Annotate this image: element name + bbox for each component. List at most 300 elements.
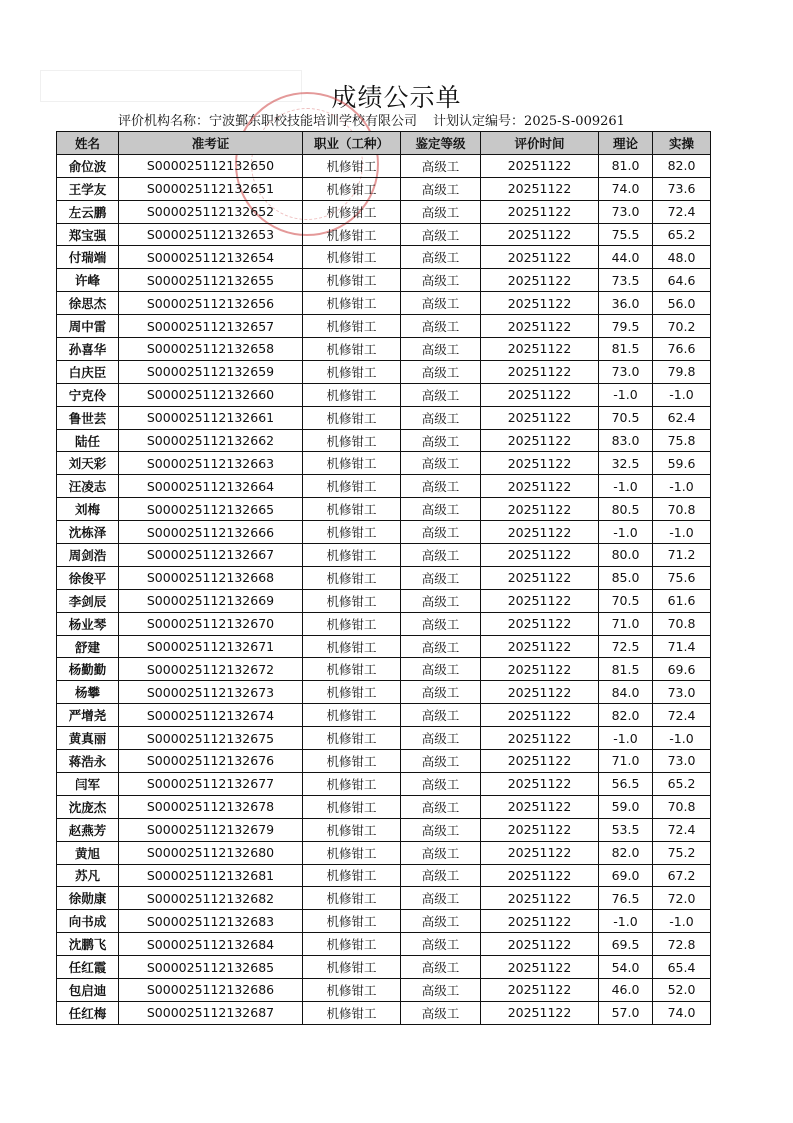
date-cell: 20251122 <box>481 429 599 452</box>
theory-score-cell: -1.0 <box>599 383 653 406</box>
plan-number: 2025-S-009261 <box>524 114 625 129</box>
name-cell: 沈庞杰 <box>57 795 119 818</box>
level-cell: 高级工 <box>401 154 481 177</box>
theory-score-cell: 74.0 <box>599 177 653 200</box>
table-row <box>57 452 711 475</box>
name-cell: 苏凡 <box>57 864 119 887</box>
occupation-cell: 机修钳工 <box>303 452 401 475</box>
theory-score-cell: 69.0 <box>599 864 653 887</box>
theory-score-cell: 75.5 <box>599 223 653 246</box>
exam-id-cell: S000025112132673 <box>119 681 303 704</box>
practice-score-cell: -1.0 <box>653 727 711 750</box>
name-cell: 周剑浩 <box>57 544 119 567</box>
exam-id-cell: S000025112132675 <box>119 727 303 750</box>
date-cell: 20251122 <box>481 727 599 750</box>
name-cell: 徐俊平 <box>57 566 119 589</box>
level-cell: 高级工 <box>401 177 481 200</box>
exam-id-cell: S000025112132686 <box>119 978 303 1001</box>
date-cell: 20251122 <box>481 887 599 910</box>
date-cell: 20251122 <box>481 933 599 956</box>
date-cell: 20251122 <box>481 589 599 612</box>
level-cell: 高级工 <box>401 452 481 475</box>
exam-id-cell: S000025112132659 <box>119 360 303 383</box>
name-cell: 王学友 <box>57 177 119 200</box>
exam-id-cell: S000025112132684 <box>119 933 303 956</box>
date-cell: 20251122 <box>481 452 599 475</box>
date-cell: 20251122 <box>481 681 599 704</box>
practice-score-cell: 79.8 <box>653 360 711 383</box>
table-row <box>57 887 711 910</box>
table-row <box>57 566 711 589</box>
theory-score-cell: 85.0 <box>599 566 653 589</box>
table-header-row <box>57 132 711 155</box>
practice-score-cell: -1.0 <box>653 910 711 933</box>
date-cell: 20251122 <box>481 475 599 498</box>
institution-label: 评价机构名称： <box>118 114 210 129</box>
table-row <box>57 544 711 567</box>
exam-id-cell: S000025112132687 <box>119 1001 303 1024</box>
practice-score-cell: 70.8 <box>653 795 711 818</box>
date-cell: 20251122 <box>481 544 599 567</box>
date-cell: 20251122 <box>481 246 599 269</box>
name-cell: 徐勋康 <box>57 887 119 910</box>
occupation-cell: 机修钳工 <box>303 910 401 933</box>
table-row <box>57 727 711 750</box>
practice-score-cell: 65.2 <box>653 772 711 795</box>
table-row <box>57 956 711 979</box>
theory-score-cell: 83.0 <box>599 429 653 452</box>
practice-score-cell: 82.0 <box>653 154 711 177</box>
theory-score-cell: 84.0 <box>599 681 653 704</box>
occupation-cell: 机修钳工 <box>303 795 401 818</box>
name-cell: 任红梅 <box>57 1001 119 1024</box>
occupation-cell: 机修钳工 <box>303 498 401 521</box>
name-cell: 杨攀 <box>57 681 119 704</box>
practice-score-cell: 71.2 <box>653 544 711 567</box>
occupation-cell: 机修钳工 <box>303 246 401 269</box>
date-cell: 20251122 <box>481 635 599 658</box>
date-cell: 20251122 <box>481 612 599 635</box>
theory-score-cell: 70.5 <box>599 589 653 612</box>
theory-score-cell: 56.5 <box>599 772 653 795</box>
level-cell: 高级工 <box>401 269 481 292</box>
level-cell: 高级工 <box>401 933 481 956</box>
table-row <box>57 978 711 1001</box>
practice-score-cell: 75.8 <box>653 429 711 452</box>
level-cell: 高级工 <box>401 429 481 452</box>
date-cell: 20251122 <box>481 704 599 727</box>
header-level: 鉴定等级 <box>401 132 481 155</box>
occupation-cell: 机修钳工 <box>303 360 401 383</box>
theory-score-cell: 81.5 <box>599 658 653 681</box>
level-cell: 高级工 <box>401 795 481 818</box>
date-cell: 20251122 <box>481 841 599 864</box>
practice-score-cell: -1.0 <box>653 475 711 498</box>
theory-score-cell: 59.0 <box>599 795 653 818</box>
exam-id-cell: S000025112132654 <box>119 246 303 269</box>
level-cell: 高级工 <box>401 750 481 773</box>
theory-score-cell: 80.0 <box>599 544 653 567</box>
name-cell: 闫军 <box>57 772 119 795</box>
occupation-cell: 机修钳工 <box>303 818 401 841</box>
name-cell: 任红霞 <box>57 956 119 979</box>
occupation-cell: 机修钳工 <box>303 544 401 567</box>
occupation-cell: 机修钳工 <box>303 429 401 452</box>
table-row <box>57 750 711 773</box>
practice-score-cell: 67.2 <box>653 864 711 887</box>
level-cell: 高级工 <box>401 200 481 223</box>
theory-score-cell: -1.0 <box>599 521 653 544</box>
date-cell: 20251122 <box>481 269 599 292</box>
practice-score-cell: 52.0 <box>653 978 711 1001</box>
header-practice: 实操 <box>653 132 711 155</box>
name-cell: 郑宝强 <box>57 223 119 246</box>
exam-id-cell: S000025112132671 <box>119 635 303 658</box>
table-row <box>57 704 711 727</box>
exam-id-cell: S000025112132665 <box>119 498 303 521</box>
name-cell: 李剑辰 <box>57 589 119 612</box>
level-cell: 高级工 <box>401 292 481 315</box>
theory-score-cell: 69.5 <box>599 933 653 956</box>
occupation-cell: 机修钳工 <box>303 589 401 612</box>
theory-score-cell: 82.0 <box>599 704 653 727</box>
page-title: 成绩公示单 <box>331 83 462 112</box>
exam-id-cell: S000025112132660 <box>119 383 303 406</box>
level-cell: 高级工 <box>401 360 481 383</box>
name-cell: 徐思杰 <box>57 292 119 315</box>
exam-id-cell: S000025112132669 <box>119 589 303 612</box>
name-cell: 赵燕芳 <box>57 818 119 841</box>
level-cell: 高级工 <box>401 338 481 361</box>
practice-score-cell: 72.4 <box>653 200 711 223</box>
table-row <box>57 360 711 383</box>
name-cell: 黄真丽 <box>57 727 119 750</box>
table-row <box>57 177 711 200</box>
table-row <box>57 1001 711 1024</box>
table-row <box>57 383 711 406</box>
theory-score-cell: 81.5 <box>599 338 653 361</box>
exam-id-cell: S000025112132668 <box>119 566 303 589</box>
date-cell: 20251122 <box>481 978 599 1001</box>
table-row <box>57 864 711 887</box>
date-cell: 20251122 <box>481 1001 599 1024</box>
exam-id-cell: S000025112132678 <box>119 795 303 818</box>
occupation-cell: 机修钳工 <box>303 635 401 658</box>
plan-label: 计划认定编号： <box>433 114 525 129</box>
header-occupation: 职业（工种） <box>303 132 401 155</box>
exam-id-cell: S000025112132653 <box>119 223 303 246</box>
level-cell: 高级工 <box>401 978 481 1001</box>
name-cell: 蒋浩永 <box>57 750 119 773</box>
practice-score-cell: 75.6 <box>653 566 711 589</box>
occupation-cell: 机修钳工 <box>303 269 401 292</box>
name-cell: 左云鹏 <box>57 200 119 223</box>
occupation-cell: 机修钳工 <box>303 292 401 315</box>
table-row <box>57 681 711 704</box>
level-cell: 高级工 <box>401 315 481 338</box>
level-cell: 高级工 <box>401 772 481 795</box>
practice-score-cell: 76.6 <box>653 338 711 361</box>
theory-score-cell: -1.0 <box>599 910 653 933</box>
level-cell: 高级工 <box>401 544 481 567</box>
practice-score-cell: 59.6 <box>653 452 711 475</box>
document-subtitle <box>118 110 625 129</box>
table-row <box>57 475 711 498</box>
practice-score-cell: 71.4 <box>653 635 711 658</box>
theory-score-cell: 79.5 <box>599 315 653 338</box>
date-cell: 20251122 <box>481 910 599 933</box>
table-row <box>57 292 711 315</box>
exam-id-cell: S000025112132666 <box>119 521 303 544</box>
exam-id-cell: S000025112132658 <box>119 338 303 361</box>
date-cell: 20251122 <box>481 177 599 200</box>
occupation-cell: 机修钳工 <box>303 978 401 1001</box>
date-cell: 20251122 <box>481 864 599 887</box>
table-row <box>57 658 711 681</box>
occupation-cell: 机修钳工 <box>303 338 401 361</box>
level-cell: 高级工 <box>401 841 481 864</box>
name-cell: 汪凌志 <box>57 475 119 498</box>
level-cell: 高级工 <box>401 818 481 841</box>
theory-score-cell: 81.0 <box>599 154 653 177</box>
occupation-cell: 机修钳工 <box>303 681 401 704</box>
theory-score-cell: -1.0 <box>599 727 653 750</box>
date-cell: 20251122 <box>481 498 599 521</box>
table-row <box>57 338 711 361</box>
date-cell: 20251122 <box>481 818 599 841</box>
theory-score-cell: 73.0 <box>599 200 653 223</box>
level-cell: 高级工 <box>401 635 481 658</box>
occupation-cell: 机修钳工 <box>303 727 401 750</box>
occupation-cell: 机修钳工 <box>303 475 401 498</box>
theory-score-cell: 54.0 <box>599 956 653 979</box>
occupation-cell: 机修钳工 <box>303 750 401 773</box>
occupation-cell: 机修钳工 <box>303 566 401 589</box>
practice-score-cell: 56.0 <box>653 292 711 315</box>
occupation-cell: 机修钳工 <box>303 177 401 200</box>
name-cell: 杨勤勤 <box>57 658 119 681</box>
date-cell: 20251122 <box>481 292 599 315</box>
level-cell: 高级工 <box>401 566 481 589</box>
header-theory: 理论 <box>599 132 653 155</box>
occupation-cell: 机修钳工 <box>303 200 401 223</box>
theory-score-cell: 32.5 <box>599 452 653 475</box>
date-cell: 20251122 <box>481 795 599 818</box>
level-cell: 高级工 <box>401 383 481 406</box>
exam-id-cell: S000025112132657 <box>119 315 303 338</box>
level-cell: 高级工 <box>401 681 481 704</box>
theory-score-cell: 73.5 <box>599 269 653 292</box>
exam-id-cell: S000025112132685 <box>119 956 303 979</box>
exam-id-cell: S000025112132655 <box>119 269 303 292</box>
date-cell: 20251122 <box>481 566 599 589</box>
occupation-cell: 机修钳工 <box>303 772 401 795</box>
date-cell: 20251122 <box>481 383 599 406</box>
practice-score-cell: 74.0 <box>653 1001 711 1024</box>
date-cell: 20251122 <box>481 200 599 223</box>
exam-id-cell: S000025112132664 <box>119 475 303 498</box>
exam-id-cell: S000025112132677 <box>119 772 303 795</box>
theory-score-cell: -1.0 <box>599 475 653 498</box>
exam-id-cell: S000025112132661 <box>119 406 303 429</box>
theory-score-cell: 44.0 <box>599 246 653 269</box>
name-cell: 陆任 <box>57 429 119 452</box>
level-cell: 高级工 <box>401 887 481 910</box>
practice-score-cell: 69.6 <box>653 658 711 681</box>
name-cell: 许峰 <box>57 269 119 292</box>
theory-score-cell: 71.0 <box>599 750 653 773</box>
theory-score-cell: 70.5 <box>599 406 653 429</box>
occupation-cell: 机修钳工 <box>303 933 401 956</box>
table-row <box>57 589 711 612</box>
level-cell: 高级工 <box>401 658 481 681</box>
theory-score-cell: 53.5 <box>599 818 653 841</box>
occupation-cell: 机修钳工 <box>303 383 401 406</box>
level-cell: 高级工 <box>401 1001 481 1024</box>
practice-score-cell: -1.0 <box>653 521 711 544</box>
table-row <box>57 933 711 956</box>
level-cell: 高级工 <box>401 956 481 979</box>
theory-score-cell: 80.5 <box>599 498 653 521</box>
practice-score-cell: 72.8 <box>653 933 711 956</box>
exam-id-cell: S000025112132663 <box>119 452 303 475</box>
table-row <box>57 521 711 544</box>
date-cell: 20251122 <box>481 360 599 383</box>
exam-id-cell: S000025112132681 <box>119 864 303 887</box>
date-cell: 20251122 <box>481 338 599 361</box>
header-exam-id: 准考证 <box>119 132 303 155</box>
practice-score-cell: -1.0 <box>653 383 711 406</box>
level-cell: 高级工 <box>401 475 481 498</box>
practice-score-cell: 72.4 <box>653 704 711 727</box>
level-cell: 高级工 <box>401 406 481 429</box>
occupation-cell: 机修钳工 <box>303 154 401 177</box>
practice-score-cell: 62.4 <box>653 406 711 429</box>
table-row <box>57 406 711 429</box>
table-row <box>57 154 711 177</box>
level-cell: 高级工 <box>401 223 481 246</box>
occupation-cell: 机修钳工 <box>303 887 401 910</box>
table-row <box>57 818 711 841</box>
level-cell: 高级工 <box>401 704 481 727</box>
theory-score-cell: 72.5 <box>599 635 653 658</box>
exam-id-cell: S000025112132680 <box>119 841 303 864</box>
exam-id-cell: S000025112132676 <box>119 750 303 773</box>
institution-name: 宁波鄞东职校技能培训学校有限公司 <box>209 114 418 129</box>
theory-score-cell: 82.0 <box>599 841 653 864</box>
table-row <box>57 841 711 864</box>
occupation-cell: 机修钳工 <box>303 864 401 887</box>
level-cell: 高级工 <box>401 589 481 612</box>
grades-table <box>56 131 711 1025</box>
practice-score-cell: 70.2 <box>653 315 711 338</box>
practice-score-cell: 65.2 <box>653 223 711 246</box>
level-cell: 高级工 <box>401 521 481 544</box>
table-row <box>57 635 711 658</box>
occupation-cell: 机修钳工 <box>303 1001 401 1024</box>
table-row <box>57 269 711 292</box>
name-cell: 杨业琴 <box>57 612 119 635</box>
name-cell: 沈鹏飞 <box>57 933 119 956</box>
table-row <box>57 246 711 269</box>
exam-id-cell: S000025112132683 <box>119 910 303 933</box>
level-cell: 高级工 <box>401 727 481 750</box>
practice-score-cell: 73.6 <box>653 177 711 200</box>
name-cell: 宁克伶 <box>57 383 119 406</box>
exam-id-cell: S000025112132679 <box>119 818 303 841</box>
name-cell: 黄旭 <box>57 841 119 864</box>
exam-id-cell: S000025112132656 <box>119 292 303 315</box>
table-body <box>57 154 711 1024</box>
name-cell: 鲁世芸 <box>57 406 119 429</box>
practice-score-cell: 48.0 <box>653 246 711 269</box>
date-cell: 20251122 <box>481 315 599 338</box>
table-row <box>57 223 711 246</box>
practice-score-cell: 72.0 <box>653 887 711 910</box>
name-cell: 白庆臣 <box>57 360 119 383</box>
occupation-cell: 机修钳工 <box>303 315 401 338</box>
exam-id-cell: S000025112132662 <box>119 429 303 452</box>
date-cell: 20251122 <box>481 406 599 429</box>
name-cell: 严增尧 <box>57 704 119 727</box>
exam-id-cell: S000025112132651 <box>119 177 303 200</box>
occupation-cell: 机修钳工 <box>303 406 401 429</box>
level-cell: 高级工 <box>401 910 481 933</box>
name-cell: 沈栋泽 <box>57 521 119 544</box>
table-row <box>57 795 711 818</box>
practice-score-cell: 64.6 <box>653 269 711 292</box>
name-cell: 向书成 <box>57 910 119 933</box>
practice-score-cell: 70.8 <box>653 498 711 521</box>
name-cell: 舒建 <box>57 635 119 658</box>
practice-score-cell: 73.0 <box>653 681 711 704</box>
exam-id-cell: S000025112132650 <box>119 154 303 177</box>
table-row <box>57 498 711 521</box>
practice-score-cell: 75.2 <box>653 841 711 864</box>
header-name: 姓名 <box>57 132 119 155</box>
level-cell: 高级工 <box>401 498 481 521</box>
level-cell: 高级工 <box>401 864 481 887</box>
occupation-cell: 机修钳工 <box>303 223 401 246</box>
practice-score-cell: 72.4 <box>653 818 711 841</box>
date-cell: 20251122 <box>481 750 599 773</box>
occupation-cell: 机修钳工 <box>303 658 401 681</box>
table-row <box>57 429 711 452</box>
practice-score-cell: 73.0 <box>653 750 711 773</box>
date-cell: 20251122 <box>481 956 599 979</box>
practice-score-cell: 65.4 <box>653 956 711 979</box>
name-cell: 包启迪 <box>57 978 119 1001</box>
name-cell: 刘天彩 <box>57 452 119 475</box>
exam-id-cell: S000025112132667 <box>119 544 303 567</box>
occupation-cell: 机修钳工 <box>303 704 401 727</box>
table-row <box>57 772 711 795</box>
practice-score-cell: 61.6 <box>653 589 711 612</box>
theory-score-cell: 73.0 <box>599 360 653 383</box>
date-cell: 20251122 <box>481 521 599 544</box>
header-date: 评价时间 <box>481 132 599 155</box>
date-cell: 20251122 <box>481 658 599 681</box>
date-cell: 20251122 <box>481 772 599 795</box>
level-cell: 高级工 <box>401 246 481 269</box>
occupation-cell: 机修钳工 <box>303 521 401 544</box>
table-row <box>57 910 711 933</box>
table-row <box>57 612 711 635</box>
theory-score-cell: 36.0 <box>599 292 653 315</box>
name-cell: 刘梅 <box>57 498 119 521</box>
table-row <box>57 200 711 223</box>
table-row <box>57 315 711 338</box>
